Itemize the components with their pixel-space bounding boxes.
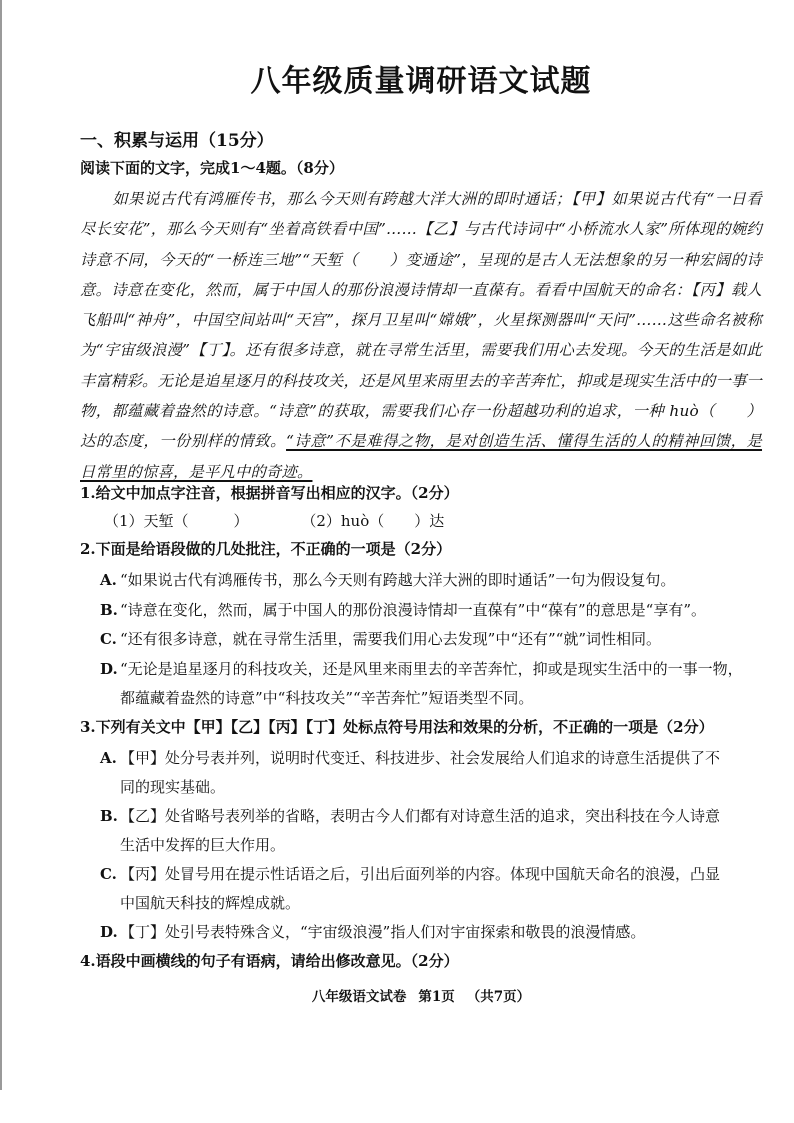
question-1-blanks	[104, 510, 444, 531]
question-1-stem: 1.给文中加点字注音，根据拼音写出相应的汉字。（2分）	[80, 484, 459, 502]
option-letter: D.	[100, 923, 118, 941]
reading-passage	[80, 184, 762, 487]
question-3-option-d: D. 【丁】处引号表特殊含义，“宇宙级浪漫”指人们对宇宙探索和敬畏的浪漫情感。	[100, 918, 765, 947]
question-2-stem: 2.下面是给语段做的几处批注，不正确的一项是（2分）	[80, 540, 452, 558]
question-3-option-c: C. 【丙】处冒号用在提示性话语之后，引出后面列举的内容。体现中国航天命名的浪漫，凸显 中国航天科技的辉煌成就。	[100, 860, 765, 918]
option-letter: B.	[100, 601, 118, 619]
option-letter: B.	[100, 807, 118, 825]
footer-page-number: 第1页	[418, 989, 455, 1005]
question-3-option-a: A. 【甲】处分号表并列，说明时代变迁、科技进步、社会发展给人们追求的诗意生活提供了不 同的现实基础。	[100, 744, 765, 802]
page-title: 八年级质量调研语文试题	[250, 64, 592, 99]
footer-exam-name: 八年级语文试卷	[311, 989, 407, 1005]
passage-text: 如果说古代有鸿雁传书，那么今天则有跨越大洋大洲的即时通话；【甲】如果说古代有“一日看尽长安花”，那么今天则有“坐着高铁看中国”……【乙】与古代诗词中“小桥流水人家”所体现的婉约诗意不同，今天的“一桥连三地”“天堑（ ）变通途”，呈现的是古人无法想象的另一种宏阔的诗意。诗意在变化，然而，属于中国人的那份浪漫诗情却一直葆有。看看中国航天的命名：【丙】载人飞船叫“神舟”，中国空间站叫“天宫”，探月卫星叫“嫦娥”，火星探测器叫“天问”……这些命名被称为“宇宙级浪漫”【丁】。还有很多诗意，就在寻常生活里，需要我们用心去发现。今天的生活是如此丰富精彩。无论是追星逐月的科技攻关，还是风里来雨里去的辛苦奔忙，抑或是现实生活中的一事一物，都蕴藏着盎然的诗意。“诗意”的获取，需要我们心存一份超越功利的追求，一种 huò（ ）达的态度，一份别样的情致。	[80, 190, 762, 451]
question-2-option-b: B. “诗意在变化，然而，属于中国人的那份浪漫诗情却一直葆有”中“葆有”的意思是“享有”。	[100, 596, 765, 625]
question-2-option-d: D. “无论是追星逐月的科技攻关，还是风里来雨里去的辛苦奔忙，抑或是现实生活中的一事一物， 都蕴藏着盎然的诗意”中“科技攻关”“辛苦奔忙”短语类型不同。	[100, 655, 765, 713]
section-title: 一、积累与运用（15分）	[80, 131, 274, 151]
option-letter: C.	[100, 630, 117, 648]
option-letter: A.	[100, 571, 117, 589]
blank-2: （2）huò（ ）达	[301, 512, 445, 530]
blank-1: （1）天堑（ ）	[104, 512, 249, 530]
option-letter: C.	[100, 865, 117, 883]
question-3-stem: 3.下列有关文中【甲】【乙】【丙】【丁】处标点符号用法和效果的分析，不正确的一项是（2分）	[80, 718, 714, 736]
underlined-sentence: “诗意”不是难得之物，是对创造生活、懂得生活的人的精神回馈，是日常里的惊喜，是平凡中的奇迹。	[80, 432, 763, 481]
question-3-option-b: B. 【乙】处省略号表列举的省略，表明古今人们都有对诗意生活的追求，突出科技在今人诗意 生活中发挥的巨大作用。	[100, 802, 765, 860]
option-letter: D.	[100, 660, 118, 678]
question-2-option-c: C. “还有很多诗意，就在寻常生活里，需要我们用心去发现”中“还有”“就”词性相同。	[100, 625, 765, 654]
reading-instruction: 阅读下面的文字，完成1～4题。（8分）	[80, 159, 344, 177]
question-4-stem: 4.语段中画横线的句子有语病，请给出修改意见。（2分）	[80, 952, 459, 970]
page-edge	[0, 0, 8, 1090]
question-2-option-a: A. “如果说古代有鸿雁传书，那么今天则有跨越大洋大洲的即时通话”一句为假设复句。	[100, 566, 765, 595]
page-footer	[80, 985, 762, 1005]
option-letter: A.	[100, 749, 117, 767]
footer-total-pages: （共7页）	[466, 989, 531, 1005]
